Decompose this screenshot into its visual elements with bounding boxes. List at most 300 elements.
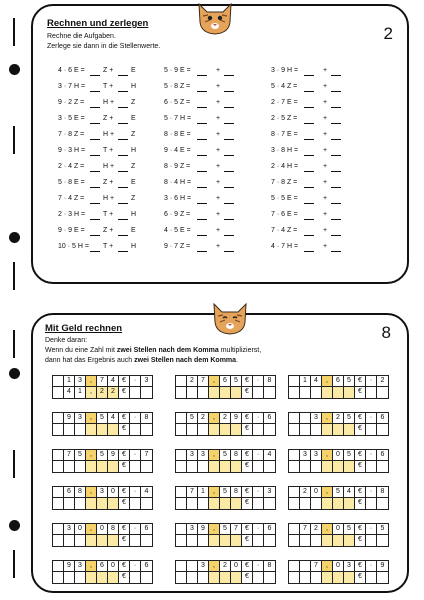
answer-cell[interactable]: [253, 461, 264, 472]
binder-tick: [13, 450, 15, 478]
grid-cell: 7: [64, 450, 75, 461]
answer-blank[interactable]: [90, 139, 100, 140]
answer-cell[interactable]: [253, 387, 264, 398]
place-value-label: E: [131, 227, 136, 234]
exercise-row: [271, 192, 371, 206]
exercise-expression: 4 · 6 E =: [58, 67, 85, 74]
answer-cell[interactable]: €: [355, 387, 366, 398]
answer-cell[interactable]: [141, 387, 152, 398]
answer-blank[interactable]: [90, 123, 100, 124]
answer-cell[interactable]: [344, 387, 355, 398]
answer-cell[interactable]: [377, 424, 388, 435]
grid-cell: ·: [253, 450, 264, 461]
answer-cell[interactable]: [366, 572, 377, 583]
answer-blank[interactable]: [118, 187, 128, 188]
answer-blank[interactable]: [118, 155, 128, 156]
grid-cell: ·: [366, 487, 377, 498]
answer-blank[interactable]: [90, 187, 100, 188]
answer-cell[interactable]: [366, 498, 377, 509]
grid-cell: ,: [209, 561, 220, 572]
answer-cell[interactable]: [311, 461, 322, 472]
grid-cell: ·: [130, 561, 141, 572]
answer-cell[interactable]: [86, 424, 97, 435]
answer-cell[interactable]: [176, 572, 187, 583]
grid-cell: ·: [253, 561, 264, 572]
answer-cell[interactable]: €: [119, 387, 130, 398]
answer-cell[interactable]: [264, 424, 275, 435]
answer-cell[interactable]: [86, 535, 97, 546]
answer-cell[interactable]: [220, 424, 231, 435]
answer-cell[interactable]: [289, 424, 300, 435]
answer-blank[interactable]: [197, 219, 207, 220]
place-value-label: T +: [103, 211, 114, 218]
answer-cell[interactable]: €: [355, 498, 366, 509]
grid-cell: 7: [311, 561, 322, 572]
answer-blank[interactable]: [118, 251, 128, 252]
answer-cell[interactable]: [141, 535, 152, 546]
answer-cell[interactable]: [130, 461, 141, 472]
answer-cell[interactable]: €: [119, 535, 130, 546]
answer-cell[interactable]: [220, 572, 231, 583]
binder-tick: [13, 262, 15, 290]
answer-cell[interactable]: [130, 424, 141, 435]
answer-cell[interactable]: €: [242, 572, 253, 583]
answer-blank[interactable]: [304, 123, 314, 124]
answer-cell[interactable]: [176, 461, 187, 472]
answer-cell[interactable]: [333, 461, 344, 472]
grid-cell: €: [242, 524, 253, 535]
answer-cell[interactable]: [198, 424, 209, 435]
answer-cell[interactable]: [108, 572, 119, 583]
answer-cell[interactable]: [53, 535, 64, 546]
grid-cell: €: [355, 487, 366, 498]
answer-cell[interactable]: [264, 387, 275, 398]
answer-cell[interactable]: [322, 572, 333, 583]
answer-cell[interactable]: [141, 424, 152, 435]
answer-cell[interactable]: [209, 498, 220, 509]
answer-cell[interactable]: [231, 461, 242, 472]
answer-cell[interactable]: [366, 387, 377, 398]
answer-cell[interactable]: [377, 572, 388, 583]
answer-cell[interactable]: [333, 387, 344, 398]
answer-cell[interactable]: [209, 424, 220, 435]
exercise-expression: 5 · 8 E =: [58, 179, 85, 186]
exercise-expression: 8 · 7 E =: [271, 131, 298, 138]
answer-cell[interactable]: [108, 461, 119, 472]
answer-cell[interactable]: [322, 461, 333, 472]
page-number: 2: [383, 24, 393, 43]
grid-cell: 5: [333, 487, 344, 498]
answer-cell[interactable]: [300, 424, 311, 435]
grid-cell: 0: [97, 524, 108, 535]
answer-cell[interactable]: [198, 387, 209, 398]
instruction-line: dann hat das Ergebnis auch zwei Stellen nach dem Komma.: [45, 357, 238, 364]
answer-cell[interactable]: [322, 424, 333, 435]
answer-blank[interactable]: [224, 139, 234, 140]
answer-blank[interactable]: [90, 171, 100, 172]
answer-cell[interactable]: [344, 572, 355, 583]
grid-cell: ,: [209, 413, 220, 424]
answer-blank[interactable]: [197, 235, 207, 236]
answer-cell[interactable]: [176, 498, 187, 509]
answer-blank[interactable]: [90, 91, 100, 92]
exercise-row: [271, 112, 371, 126]
answer-cell[interactable]: [300, 387, 311, 398]
answer-cell[interactable]: [209, 387, 220, 398]
answer-blank[interactable]: [331, 123, 341, 124]
answer-cell[interactable]: [53, 424, 64, 435]
answer-blank[interactable]: [197, 75, 207, 76]
answer-cell[interactable]: [141, 498, 152, 509]
answer-cell[interactable]: €: [355, 535, 366, 546]
exercise-row: [271, 80, 371, 94]
answer-blank[interactable]: [197, 91, 207, 92]
answer-cell[interactable]: [176, 387, 187, 398]
answer-cell[interactable]: [289, 535, 300, 546]
answer-blank[interactable]: [304, 219, 314, 220]
answer-cell[interactable]: [377, 387, 388, 398]
answer-cell[interactable]: [86, 498, 97, 509]
answer-blank[interactable]: [90, 219, 100, 220]
answer-cell[interactable]: €: [242, 461, 253, 472]
answer-cell[interactable]: [64, 424, 75, 435]
answer-cell[interactable]: €: [119, 572, 130, 583]
answer-blank[interactable]: [90, 107, 100, 108]
plus-sign: +: [216, 131, 221, 138]
answer-cell[interactable]: [187, 387, 198, 398]
answer-cell[interactable]: [187, 461, 198, 472]
exercise-expression: 8 · 9 Z =: [164, 163, 191, 170]
answer-cell[interactable]: [187, 498, 198, 509]
answer-blank[interactable]: [224, 235, 234, 236]
answer-blank[interactable]: [304, 91, 314, 92]
answer-blank[interactable]: [197, 155, 207, 156]
binder-hole-icon: [9, 368, 20, 379]
answer-blank[interactable]: [224, 107, 234, 108]
answer-blank[interactable]: [224, 219, 234, 220]
answer-cell[interactable]: [53, 387, 64, 398]
place-value-label: T +: [103, 243, 114, 250]
answer-cell[interactable]: [198, 498, 209, 509]
place-value-label: E: [131, 179, 136, 186]
answer-cell[interactable]: €: [242, 387, 253, 398]
answer-blank[interactable]: [90, 203, 100, 204]
answer-cell[interactable]: €: [242, 424, 253, 435]
answer-cell[interactable]: [231, 387, 242, 398]
place-value-label: Z +: [103, 179, 114, 186]
answer-cell[interactable]: [253, 498, 264, 509]
plus-sign: +: [323, 99, 328, 106]
money-multiplication-grid: [175, 449, 276, 473]
answer-cell[interactable]: [264, 461, 275, 472]
answer-cell[interactable]: [97, 535, 108, 546]
answer-cell[interactable]: [366, 461, 377, 472]
grid-cell: 3: [198, 450, 209, 461]
answer-cell[interactable]: [366, 535, 377, 546]
answer-blank[interactable]: [224, 187, 234, 188]
answer-blank[interactable]: [224, 75, 234, 76]
answer-blank[interactable]: [90, 75, 100, 76]
answer-cell[interactable]: [264, 572, 275, 583]
answer-blank[interactable]: [331, 251, 341, 252]
answer-cell[interactable]: [130, 498, 141, 509]
answer-cell[interactable]: [220, 535, 231, 546]
answer-cell[interactable]: [300, 572, 311, 583]
answer-cell[interactable]: [231, 572, 242, 583]
grid-cell: ·: [130, 413, 141, 424]
answer-cell[interactable]: [75, 424, 86, 435]
grid-cell: [53, 561, 64, 572]
answer-cell[interactable]: [209, 572, 220, 583]
answer-cell[interactable]: [75, 572, 86, 583]
grid-cell: 5: [377, 524, 388, 535]
grid-cell: 8: [264, 376, 275, 387]
answer-blank[interactable]: [224, 155, 234, 156]
answer-blank[interactable]: [197, 251, 207, 252]
answer-blank[interactable]: [304, 171, 314, 172]
answer-cell[interactable]: [187, 424, 198, 435]
grid-cell: 1: [64, 376, 75, 387]
exercise-row: [58, 176, 158, 190]
plus-sign: +: [216, 83, 221, 90]
answer-cell[interactable]: [377, 498, 388, 509]
answer-cell[interactable]: 2: [97, 387, 108, 398]
grid-cell: 3: [64, 524, 75, 535]
exercise-expression: 8 · 8 E =: [164, 131, 191, 138]
answer-blank[interactable]: [304, 107, 314, 108]
answer-cell[interactable]: [333, 424, 344, 435]
answer-blank[interactable]: [90, 251, 100, 252]
answer-cell[interactable]: [53, 498, 64, 509]
answer-cell[interactable]: [220, 498, 231, 509]
answer-blank[interactable]: [331, 219, 341, 220]
answer-cell[interactable]: [264, 535, 275, 546]
answer-cell[interactable]: [198, 572, 209, 583]
answer-cell[interactable]: €: [119, 424, 130, 435]
answer-cell[interactable]: €: [242, 498, 253, 509]
answer-cell[interactable]: [86, 572, 97, 583]
answer-blank[interactable]: [304, 75, 314, 76]
exercise-row: [164, 64, 264, 78]
money-multiplication-grid: [175, 523, 276, 547]
answer-cell[interactable]: [130, 572, 141, 583]
answer-cell[interactable]: [209, 535, 220, 546]
answer-cell[interactable]: [75, 535, 86, 546]
answer-blank[interactable]: [331, 187, 341, 188]
answer-blank[interactable]: [118, 123, 128, 124]
answer-cell[interactable]: [64, 461, 75, 472]
answer-cell[interactable]: [97, 461, 108, 472]
answer-blank[interactable]: [118, 139, 128, 140]
answer-cell[interactable]: [253, 535, 264, 546]
grid-cell: ·: [253, 413, 264, 424]
answer-cell[interactable]: [64, 498, 75, 509]
answer-cell[interactable]: €: [119, 461, 130, 472]
binder-tick: [13, 550, 15, 578]
answer-cell[interactable]: [231, 424, 242, 435]
answer-blank[interactable]: [197, 203, 207, 204]
answer-cell[interactable]: [289, 461, 300, 472]
answer-blank[interactable]: [224, 91, 234, 92]
answer-cell[interactable]: [311, 572, 322, 583]
answer-cell[interactable]: [108, 424, 119, 435]
answer-cell[interactable]: [53, 461, 64, 472]
answer-cell[interactable]: [108, 535, 119, 546]
answer-blank[interactable]: [197, 139, 207, 140]
exercise-expression: 3 · 6 H =: [164, 195, 192, 202]
answer-cell[interactable]: 2: [108, 387, 119, 398]
grid-cell: 6: [264, 524, 275, 535]
answer-cell[interactable]: [231, 535, 242, 546]
grid-cell: [289, 487, 300, 498]
answer-blank[interactable]: [118, 219, 128, 220]
answer-cell[interactable]: [108, 498, 119, 509]
answer-cell[interactable]: [322, 387, 333, 398]
answer-cell[interactable]: [289, 572, 300, 583]
answer-blank[interactable]: [224, 203, 234, 204]
exercise-expression: 2 · 5 Z =: [271, 115, 298, 122]
answer-blank[interactable]: [331, 139, 341, 140]
answer-cell[interactable]: [311, 535, 322, 546]
answer-cell[interactable]: ,: [86, 387, 97, 398]
answer-cell[interactable]: [86, 461, 97, 472]
answer-cell[interactable]: [75, 498, 86, 509]
answer-cell[interactable]: [344, 535, 355, 546]
answer-blank[interactable]: [224, 251, 234, 252]
answer-cell[interactable]: [333, 572, 344, 583]
answer-cell[interactable]: 1: [75, 387, 86, 398]
answer-cell[interactable]: [377, 535, 388, 546]
answer-cell[interactable]: €: [355, 572, 366, 583]
plus-sign: +: [323, 147, 328, 154]
answer-blank[interactable]: [90, 235, 100, 236]
answer-blank[interactable]: [331, 91, 341, 92]
answer-blank[interactable]: [224, 123, 234, 124]
answer-blank[interactable]: [118, 75, 128, 76]
exercise-row: [164, 96, 264, 110]
answer-blank[interactable]: [304, 155, 314, 156]
answer-cell[interactable]: 4: [64, 387, 75, 398]
answer-cell[interactable]: [198, 535, 209, 546]
answer-cell[interactable]: [311, 387, 322, 398]
grid-cell: €: [355, 524, 366, 535]
answer-cell[interactable]: €: [355, 424, 366, 435]
answer-blank[interactable]: [304, 139, 314, 140]
answer-blank[interactable]: [118, 171, 128, 172]
answer-cell[interactable]: [344, 461, 355, 472]
answer-blank[interactable]: [304, 187, 314, 188]
plus-sign: +: [323, 67, 328, 74]
grid-cell: 8: [75, 487, 86, 498]
answer-cell[interactable]: [366, 424, 377, 435]
answer-cell[interactable]: [311, 498, 322, 509]
answer-cell[interactable]: [198, 461, 209, 472]
grid-cell: €: [355, 376, 366, 387]
answer-cell[interactable]: [209, 461, 220, 472]
answer-cell[interactable]: [64, 572, 75, 583]
answer-blank[interactable]: [331, 155, 341, 156]
answer-blank[interactable]: [197, 123, 207, 124]
answer-cell[interactable]: [344, 424, 355, 435]
answer-cell[interactable]: [300, 461, 311, 472]
answer-blank[interactable]: [224, 171, 234, 172]
answer-blank[interactable]: [197, 107, 207, 108]
answer-cell[interactable]: [344, 498, 355, 509]
answer-cell[interactable]: [97, 498, 108, 509]
answer-cell[interactable]: [264, 498, 275, 509]
answer-cell[interactable]: [75, 461, 86, 472]
answer-cell[interactable]: [300, 498, 311, 509]
answer-cell[interactable]: [333, 498, 344, 509]
answer-cell[interactable]: [53, 572, 64, 583]
answer-blank[interactable]: [331, 107, 341, 108]
answer-cell[interactable]: [253, 424, 264, 435]
answer-cell[interactable]: [322, 498, 333, 509]
answer-cell[interactable]: [311, 424, 322, 435]
answer-cell[interactable]: €: [119, 498, 130, 509]
answer-blank[interactable]: [304, 203, 314, 204]
answer-cell[interactable]: [176, 535, 187, 546]
answer-cell[interactable]: [141, 461, 152, 472]
plus-sign: +: [323, 115, 328, 122]
answer-blank[interactable]: [304, 235, 314, 236]
answer-blank[interactable]: [118, 91, 128, 92]
answer-blank[interactable]: [331, 75, 341, 76]
answer-cell[interactable]: €: [242, 535, 253, 546]
answer-blank[interactable]: [118, 235, 128, 236]
answer-cell[interactable]: [97, 424, 108, 435]
answer-blank[interactable]: [331, 235, 341, 236]
answer-cell[interactable]: [333, 535, 344, 546]
answer-blank[interactable]: [118, 203, 128, 204]
answer-cell[interactable]: €: [355, 461, 366, 472]
answer-blank[interactable]: [197, 187, 207, 188]
plus-sign: +: [216, 211, 221, 218]
answer-cell[interactable]: [176, 424, 187, 435]
answer-blank[interactable]: [304, 251, 314, 252]
answer-cell[interactable]: [377, 461, 388, 472]
plus-sign: +: [323, 179, 328, 186]
exercise-expression: 7 · 8 Z =: [271, 179, 298, 186]
answer-cell[interactable]: [97, 572, 108, 583]
answer-blank[interactable]: [118, 107, 128, 108]
grid-cell: [53, 450, 64, 461]
exercise-expression: 2 · 4 Z =: [58, 163, 85, 170]
answer-cell[interactable]: [130, 387, 141, 398]
answer-cell[interactable]: [231, 498, 242, 509]
answer-cell[interactable]: [322, 535, 333, 546]
answer-blank[interactable]: [197, 171, 207, 172]
answer-blank[interactable]: [90, 155, 100, 156]
answer-cell[interactable]: [253, 572, 264, 583]
exercise-expression: 5 · 8 Z =: [164, 83, 191, 90]
answer-blank[interactable]: [331, 203, 341, 204]
plus-sign: +: [323, 211, 328, 218]
answer-cell[interactable]: [187, 572, 198, 583]
grid-cell: 8: [231, 450, 242, 461]
answer-blank[interactable]: [331, 171, 341, 172]
answer-cell[interactable]: [187, 535, 198, 546]
exercise-row: [164, 224, 264, 238]
answer-cell[interactable]: [220, 387, 231, 398]
answer-cell[interactable]: [300, 535, 311, 546]
answer-cell[interactable]: [289, 498, 300, 509]
answer-cell[interactable]: [130, 535, 141, 546]
answer-cell[interactable]: [64, 535, 75, 546]
answer-cell[interactable]: [220, 461, 231, 472]
answer-cell[interactable]: [289, 387, 300, 398]
answer-cell[interactable]: [141, 572, 152, 583]
